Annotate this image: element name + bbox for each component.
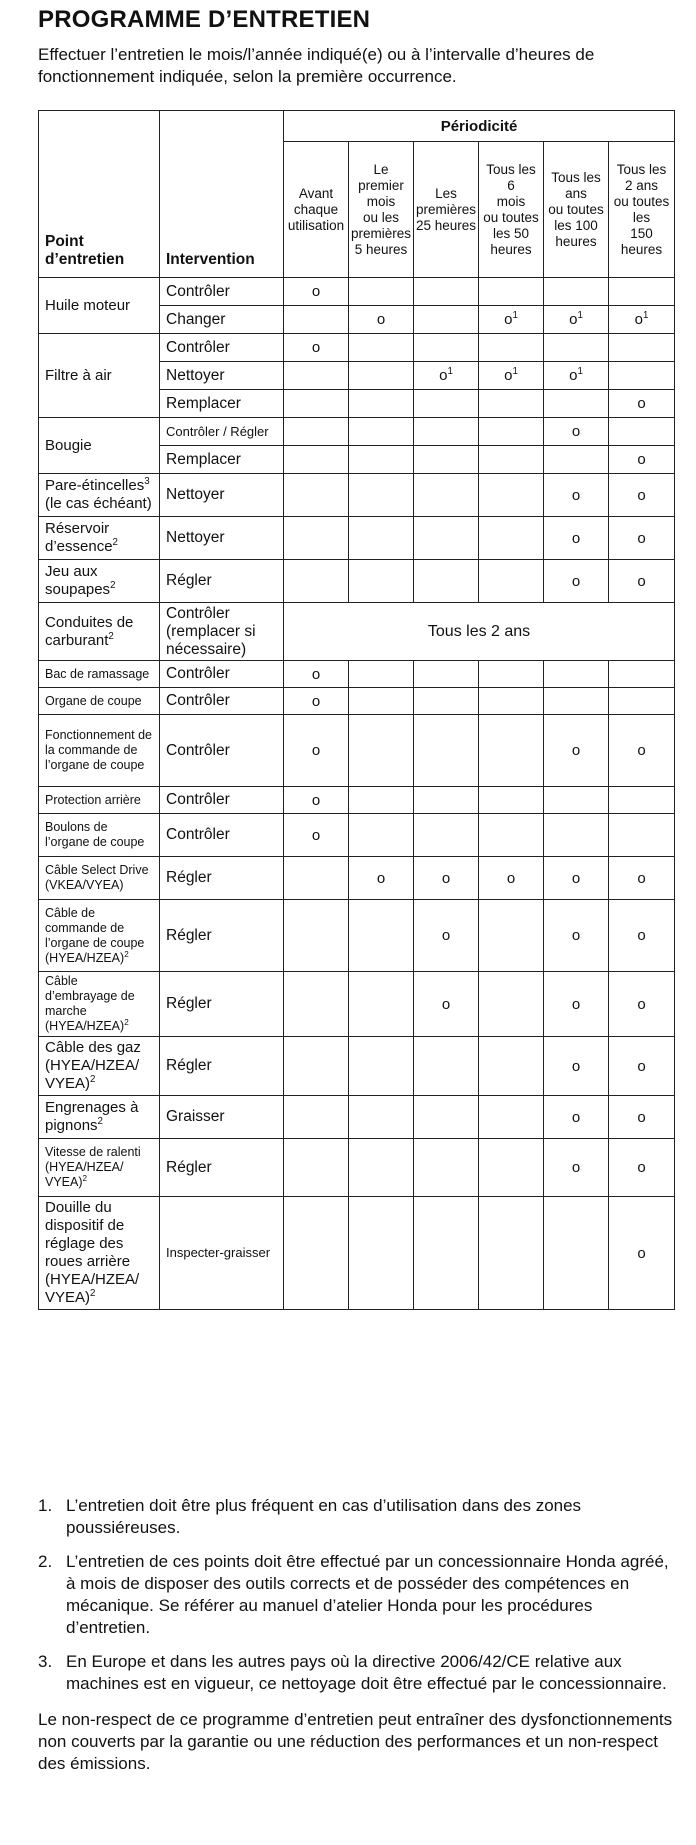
empty-cell	[349, 661, 414, 688]
schedule-mark: o	[544, 560, 609, 603]
intervention-label: Contrôler	[160, 787, 284, 814]
empty-cell	[284, 517, 349, 560]
empty-cell	[479, 334, 544, 362]
table-row	[39, 787, 675, 814]
empty-cell	[349, 1096, 414, 1139]
footnote-number: 3.	[38, 1652, 53, 1671]
schedule-mark: o	[414, 972, 479, 1037]
maintenance-point: Douille du dispositif de réglage des roues arrière (HYEA/HZEA/ VYEA)$^2$	[39, 1197, 160, 1310]
intervention-label: Nettoyer	[160, 517, 284, 560]
empty-cell	[544, 446, 609, 474]
empty-cell	[414, 1037, 479, 1096]
footnote-number: 1.	[38, 1496, 53, 1515]
intervention-label: Contrôler / Régler	[160, 418, 284, 446]
table-row	[39, 474, 675, 517]
schedule-mark: o	[414, 900, 479, 972]
empty-cell	[284, 474, 349, 517]
empty-cell	[349, 715, 414, 787]
footnote-number: 2.	[38, 1552, 53, 1571]
intervention-label: Contrôler	[160, 334, 284, 362]
empty-cell	[479, 446, 544, 474]
empty-cell	[479, 418, 544, 446]
table-row	[39, 857, 675, 900]
schedule-mark: o	[609, 715, 675, 787]
maintenance-point: Câble Select Drive (VKEA/VYEA)	[39, 857, 160, 900]
intervention-label: Inspecter-graisser	[160, 1197, 284, 1310]
empty-cell	[479, 787, 544, 814]
maintenance-point: Huile moteur	[39, 278, 160, 334]
empty-cell	[284, 1096, 349, 1139]
schedule-mark: o	[544, 972, 609, 1037]
empty-cell	[414, 334, 479, 362]
table-row	[39, 814, 675, 857]
header-column-4: Tous les 6 mois ou toutes les 50 heures	[479, 142, 544, 278]
intervention-label: Graisser	[160, 1096, 284, 1139]
schedule-mark: o	[284, 661, 349, 688]
header-column-5: Tous les ans ou toutes les 100 heures	[544, 142, 609, 278]
empty-cell	[414, 814, 479, 857]
empty-cell	[414, 688, 479, 715]
empty-cell	[349, 972, 414, 1037]
empty-cell	[609, 661, 675, 688]
schedule-mark: o	[609, 1037, 675, 1096]
empty-cell	[609, 787, 675, 814]
maintenance-point: Vitesse de ralenti (HYEA/HZEA/ VYEA)$^2$	[39, 1139, 160, 1197]
empty-cell	[349, 474, 414, 517]
schedule-mark: o	[544, 1096, 609, 1139]
empty-cell	[414, 560, 479, 603]
empty-cell	[414, 418, 479, 446]
schedule-mark: o	[284, 715, 349, 787]
maintenance-schedule-table	[38, 110, 675, 1310]
schedule-mark: o	[349, 857, 414, 900]
intervention-label: Contrôler	[160, 278, 284, 306]
empty-cell	[414, 787, 479, 814]
footnote-text: En Europe et dans les autres pays où la directive 2006/42/CE relative aux machines est en vigueur, ce nettoyage doit être effectué par le concessionnaire.	[66, 1652, 667, 1693]
schedule-mark: o	[609, 390, 675, 418]
closing-paragraph: Le non-respect de ce programme d’entretien peut entraîner des dysfonctionnements non couverts par la garantie ou une réduction des performances et un non-respect des émissions.	[38, 1710, 673, 1773]
footnote-text: L’entretien de ces points doit être effectué par un concessionnaire Honda agréé, à mois de disposer des outils corrects et de posséder des compétences en mécanique. Se référer au manuel d’atelier Honda pour les procédures d’entretien.	[66, 1552, 669, 1637]
empty-cell	[479, 1096, 544, 1139]
header-column-2: Le premier mois ou les premières 5 heures	[349, 142, 414, 278]
maintenance-point: Conduites de carburant$^2$	[39, 603, 160, 661]
empty-cell	[479, 390, 544, 418]
empty-cell	[609, 814, 675, 857]
table-row	[39, 418, 675, 446]
empty-cell	[414, 306, 479, 334]
empty-cell	[544, 787, 609, 814]
maintenance-point: Pare-étincelles$^3$ (le cas échéant)	[39, 474, 160, 517]
span-interval: Tous les 2 ans	[284, 603, 675, 661]
empty-cell	[479, 474, 544, 517]
empty-cell	[284, 1139, 349, 1197]
maintenance-point: Jeu aux soupapes$^2$	[39, 560, 160, 603]
table-row	[39, 1096, 675, 1139]
empty-cell	[544, 1197, 609, 1310]
schedule-mark: o	[609, 972, 675, 1037]
empty-cell	[349, 390, 414, 418]
empty-cell	[609, 278, 675, 306]
empty-cell	[349, 900, 414, 972]
footnote-item	[38, 1551, 678, 1639]
table-row	[39, 1197, 675, 1310]
footnote-item	[38, 1495, 678, 1539]
empty-cell	[479, 715, 544, 787]
empty-cell	[284, 560, 349, 603]
intervention-label: Nettoyer	[160, 362, 284, 390]
empty-cell	[479, 900, 544, 972]
schedule-mark: o	[609, 517, 675, 560]
empty-cell	[284, 900, 349, 972]
schedule-mark: o	[609, 1096, 675, 1139]
schedule-mark: o	[284, 814, 349, 857]
empty-cell	[349, 278, 414, 306]
footnotes	[38, 1495, 678, 1775]
intervention-label: Régler	[160, 900, 284, 972]
schedule-mark: o	[284, 787, 349, 814]
empty-cell	[414, 446, 479, 474]
intervention-label: Nettoyer	[160, 474, 284, 517]
empty-cell	[284, 972, 349, 1037]
schedule-mark: o	[609, 1197, 675, 1310]
empty-cell	[479, 1037, 544, 1096]
maintenance-point: Câble d’embrayage de marche (HYEA/HZEA)$^2$	[39, 972, 160, 1037]
empty-cell	[544, 814, 609, 857]
empty-cell	[349, 517, 414, 560]
header-point: Point d’entretien	[39, 111, 160, 278]
empty-cell	[609, 418, 675, 446]
empty-cell	[414, 278, 479, 306]
empty-cell	[544, 278, 609, 306]
intervention-label: Régler	[160, 1037, 284, 1096]
empty-cell	[349, 362, 414, 390]
intervention-label: Remplacer	[160, 390, 284, 418]
schedule-mark: $o^1$	[609, 306, 675, 334]
header-column-1: Avant chaque utilisation	[284, 142, 349, 278]
schedule-mark: o	[609, 900, 675, 972]
empty-cell	[284, 446, 349, 474]
table-row	[39, 972, 675, 1037]
empty-cell	[349, 1197, 414, 1310]
empty-cell	[349, 787, 414, 814]
schedule-mark: o	[414, 857, 479, 900]
schedule-mark: o	[544, 1139, 609, 1197]
schedule-mark: o	[544, 418, 609, 446]
schedule-mark: o	[544, 715, 609, 787]
schedule-mark: o	[609, 474, 675, 517]
empty-cell	[349, 560, 414, 603]
empty-cell	[479, 517, 544, 560]
empty-cell	[479, 661, 544, 688]
schedule-mark: o	[544, 857, 609, 900]
schedule-mark: $o^1$	[479, 306, 544, 334]
empty-cell	[479, 1197, 544, 1310]
maintenance-point: Réservoir d’essence$^2$	[39, 517, 160, 560]
maintenance-point: Câble des gaz (HYEA/HZEA/ VYEA)$^2$	[39, 1037, 160, 1096]
table-row	[39, 334, 675, 362]
intervention-label: Contrôler	[160, 814, 284, 857]
schedule-mark: $o^1$	[479, 362, 544, 390]
schedule-mark: o	[609, 1139, 675, 1197]
header-column-3: Les premières 25 heures	[414, 142, 479, 278]
empty-cell	[349, 688, 414, 715]
empty-cell	[414, 1197, 479, 1310]
empty-cell	[414, 661, 479, 688]
schedule-mark: o	[544, 474, 609, 517]
empty-cell	[609, 688, 675, 715]
empty-cell	[349, 1037, 414, 1096]
empty-cell	[349, 1139, 414, 1197]
maintenance-point: Boulons de l’organe de coupe	[39, 814, 160, 857]
empty-cell	[544, 688, 609, 715]
intervention-label: Régler	[160, 857, 284, 900]
empty-cell	[284, 362, 349, 390]
empty-cell	[479, 1139, 544, 1197]
intervention-label: Remplacer	[160, 446, 284, 474]
footnote-text: L’entretien doit être plus fréquent en cas d’utilisation dans des zones poussiéreuses.	[66, 1496, 582, 1537]
table-row	[39, 661, 675, 688]
table-row	[39, 603, 675, 661]
schedule-mark: o	[544, 1037, 609, 1096]
empty-cell	[349, 814, 414, 857]
maintenance-point: Engrenages à pignons$^2$	[39, 1096, 160, 1139]
maintenance-point: Bac de ramassage	[39, 661, 160, 688]
intervention-label: Régler	[160, 1139, 284, 1197]
intervention-label: Régler	[160, 560, 284, 603]
empty-cell	[284, 857, 349, 900]
maintenance-point: Bougie	[39, 418, 160, 474]
footnote-item	[38, 1651, 678, 1695]
empty-cell	[284, 306, 349, 334]
intervention-label: Contrôler	[160, 688, 284, 715]
empty-cell	[284, 418, 349, 446]
table-row	[39, 560, 675, 603]
schedule-mark: o	[609, 446, 675, 474]
maintenance-point: Protection arrière	[39, 787, 160, 814]
intervention-label: Contrôler	[160, 661, 284, 688]
empty-cell	[479, 972, 544, 1037]
schedule-mark: o	[349, 306, 414, 334]
schedule-mark: $o^1$	[544, 306, 609, 334]
table-row	[39, 900, 675, 972]
empty-cell	[284, 1197, 349, 1310]
empty-cell	[414, 517, 479, 560]
table-row	[39, 1037, 675, 1096]
table-row	[39, 688, 675, 715]
intervention-label: Contrôler	[160, 715, 284, 787]
schedule-mark: o	[284, 334, 349, 362]
schedule-mark: o	[609, 560, 675, 603]
empty-cell	[479, 688, 544, 715]
schedule-mark: o	[609, 857, 675, 900]
maintenance-point: Organe de coupe	[39, 688, 160, 715]
empty-cell	[544, 390, 609, 418]
schedule-mark: $o^1$	[544, 362, 609, 390]
schedule-mark: o	[479, 857, 544, 900]
empty-cell	[414, 1096, 479, 1139]
schedule-mark: o	[544, 900, 609, 972]
maintenance-point: Fonctionnement de la commande de l’organe de coupe	[39, 715, 160, 787]
intervention-label: Contrôler (remplacer si nécessaire)	[160, 603, 284, 661]
table-row	[39, 715, 675, 787]
empty-cell	[609, 334, 675, 362]
empty-cell	[414, 715, 479, 787]
empty-cell	[284, 1037, 349, 1096]
empty-cell	[349, 334, 414, 362]
table-row	[39, 278, 675, 306]
schedule-mark: o	[284, 278, 349, 306]
empty-cell	[349, 418, 414, 446]
header-periodicite: Périodicité	[284, 111, 675, 142]
empty-cell	[479, 814, 544, 857]
intro-text: Effectuer l’entretien le mois/l’année indiqué(e) ou à l’intervalle d’heures de fonctionnement indiquée, selon la première occurrence.	[38, 45, 595, 86]
empty-cell	[284, 390, 349, 418]
schedule-mark: o	[544, 517, 609, 560]
empty-cell	[414, 474, 479, 517]
intervention-label: Régler	[160, 972, 284, 1037]
empty-cell	[414, 390, 479, 418]
empty-cell	[414, 1139, 479, 1197]
empty-cell	[479, 278, 544, 306]
intervention-label: Changer	[160, 306, 284, 334]
header-intervention: Intervention	[160, 111, 284, 278]
maintenance-point: Filtre à air	[39, 334, 160, 418]
empty-cell	[544, 661, 609, 688]
empty-cell	[349, 446, 414, 474]
empty-cell	[479, 560, 544, 603]
empty-cell	[609, 362, 675, 390]
schedule-mark: o	[284, 688, 349, 715]
table-row	[39, 1139, 675, 1197]
table-row	[39, 517, 675, 560]
maintenance-point: Câble de commande de l’organe de coupe (HYEA/HZEA)$^2$	[39, 900, 160, 972]
schedule-mark: $o^1$	[414, 362, 479, 390]
page-title: PROGRAMME D’ENTRETIEN	[38, 6, 371, 33]
header-column-6: Tous les 2 ans ou toutes les 150 heures	[609, 142, 675, 278]
empty-cell	[544, 334, 609, 362]
